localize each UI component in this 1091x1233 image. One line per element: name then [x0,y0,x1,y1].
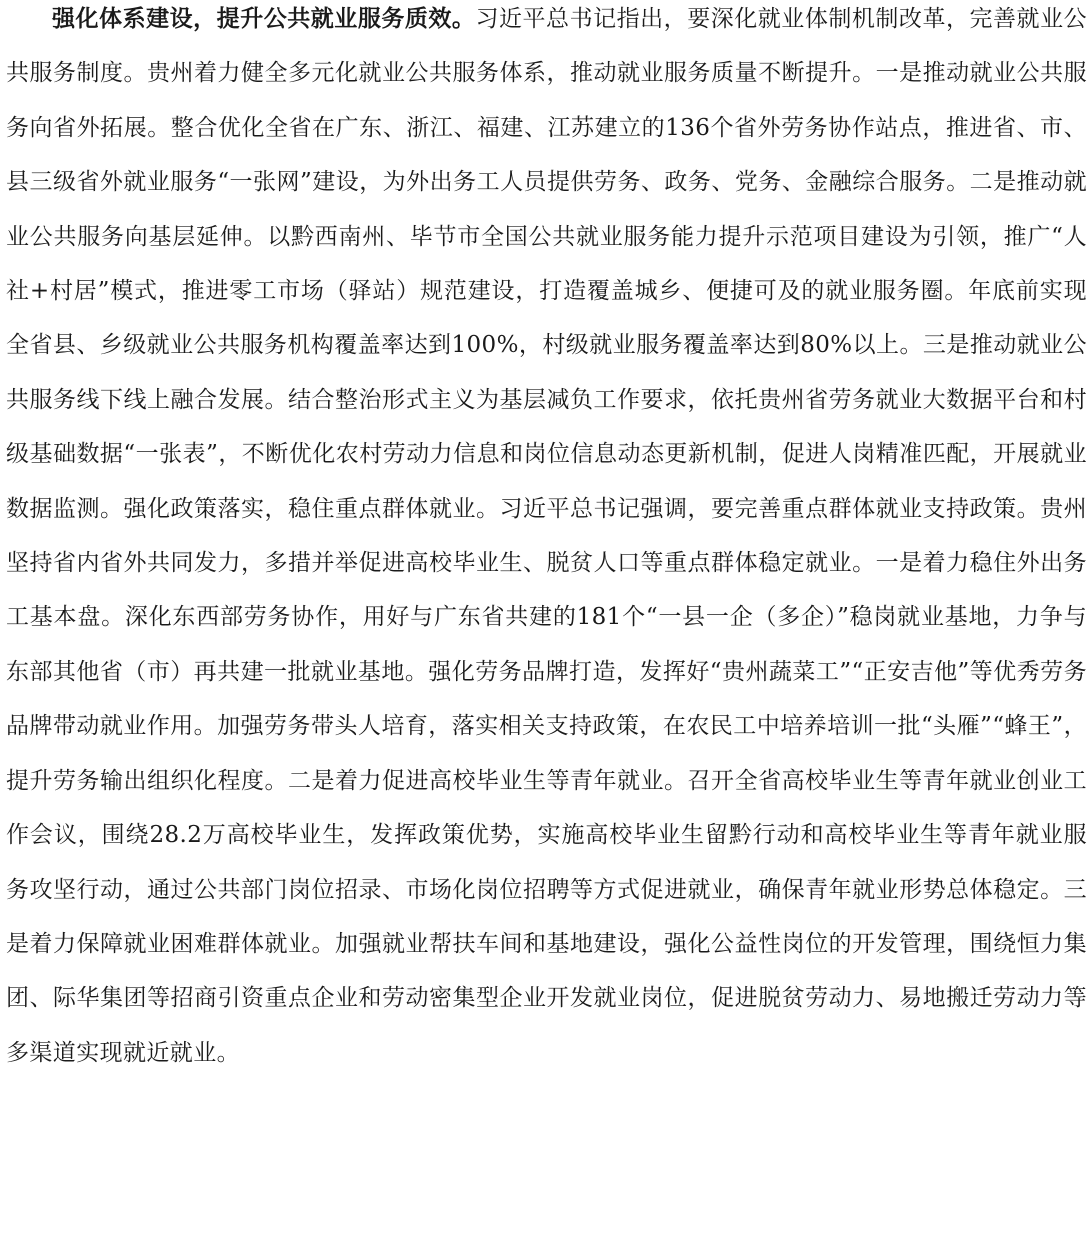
lead-heading: 强化体系建设，提升公共就业服务质效。 [52,6,476,32]
body-paragraph [6,0,1087,1080]
paragraph-body-text: 习近平总书记指出，要深化就业体制机制改革，完善就业公共服务制度。贵州着力健全多元化就业公共服务体系，推动就业服务质量不断提升。一是推动就业公共服务向省外拓展。整合优化全省在广东、浙江、福建、江苏建立的136个省外劳务协作站点，推进省、市、县三级省外就业服务“一张网”建设，为外出务工人员提供劳务、政务、党务、金融综合服务。二是推动就业公共服务向基层延伸。以黔西南州、毕节市全国公共就业服务能力提升示范项目建设为引领，推广“人社+村居”模式，推进零工市场（驿站）规范建设，打造覆盖城乡、便捷可及的就业服务圈。年底前实现全省县、乡级就业公共服务机构覆盖率达到100%，村级就业服务覆盖率达到80%以上。三是推动就业公共服务线下线上融合发展。结合整治形式主义为基层减负工作要求，依托贵州省劳务就业大数据平台和村级基础数据“一张表”，不断优化农村劳动力信息和岗位信息动态更新机制，促进人岗精准匹配，开展就业数据监测。强化政策落实，稳住重点群体就业。习近平总书记强调，要完善重点群体就业支持政策。贵州坚持省内省外共同发力，多措并举促进高校毕业生、脱贫人口等重点群体稳定就业。一是着力稳住外出务工基本盘。深化东西部劳务协作，用好与广东省共建的181个“一县一企（多企）”稳岗就业基地，力争与东部其他省（市）再共建一批就业基地。强化劳务品牌打造，发挥好“贵州蔬菜工”“正安吉他”等优秀劳务品牌带动就业作用。加强劳务带头人培育，落实相关支持政策，在农民工中培养培训一批“头雁”“蜂王”，提升劳务输出组织化程度。二是着力促进高校毕业生等青年就业。召开全省高校毕业生等青年就业创业工作会议，围绕28.2万高校毕业生，发挥政策优势，实施高校毕业生留黔行动和高校毕业生等青年就业服务攻坚行动，通过公共部门岗位招录、市场化岗位招聘等方式促进就业，确保青年就业形势总体稳定。三是着力保障就业困难群体就业。加强就业帮扶车间和基地建设，强化公益性岗位的开发管理，围绕恒力集团、际华集团等招商引资重点企业和劳动密集型企业开发就业岗位，促进脱贫劳动力、易地搬迁劳动力等多渠道实现就近就业。 [6,6,1088,1066]
